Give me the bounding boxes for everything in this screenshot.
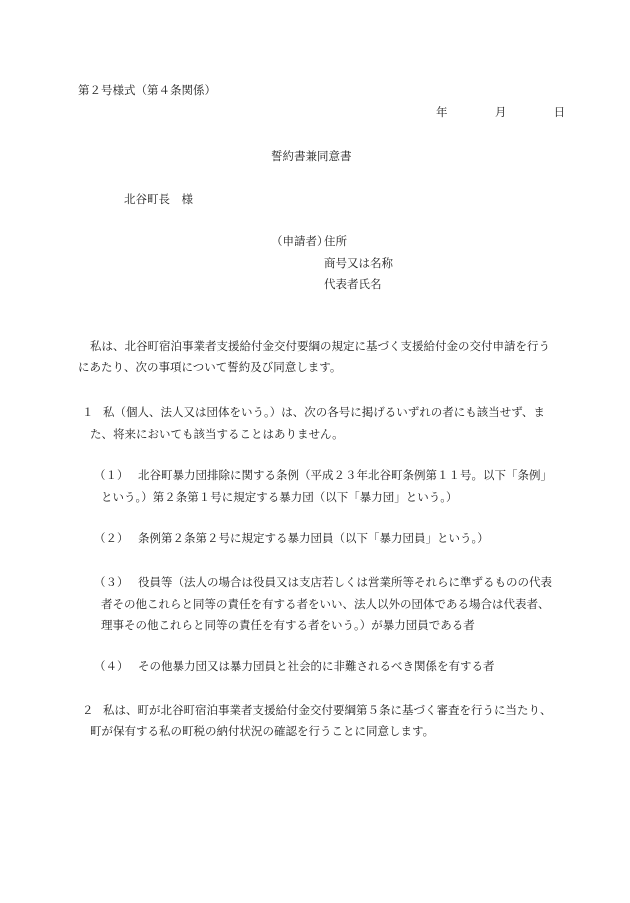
item-1-number: （１） <box>94 468 129 482</box>
document-title: 誓約書兼同意書 <box>271 149 352 163</box>
clause-2-line-2: 町が保有する私の町税の納付状況の確認を行うことに同意します。 <box>90 724 435 738</box>
applicant-business-name-label: 商号又は名称 <box>324 256 393 270</box>
intro-line-2: にあたり、次の事項について誓約及び同意します。 <box>78 360 342 374</box>
item-3-line-1: 役員等（法人の場合は役員又は支店若しくは営業所等それらに準ずるものの代表 <box>138 575 552 589</box>
clause-2-number: ２ <box>82 703 94 717</box>
date-row <box>436 104 565 120</box>
clause-1-line-1: 私（個人、法人又は団体をいう。）は、次の各号に掲げるいずれの者にも該当せず、ま <box>103 405 545 419</box>
clause-1-line-2: た、将来においても該当することはありません。 <box>90 427 344 441</box>
clause-2-line-1: 私は、町が北谷町宿泊事業者支援給付金交付要綱第５条に基づく審査を行うに当たり、 <box>103 703 552 717</box>
date-month-label: 月 <box>494 105 507 119</box>
item-1-line-1: 北谷町暴力団排除に関する条例（平成２３年北谷町条例第１１号。以下「条例」 <box>138 468 552 482</box>
intro-line-1: 私は、北谷町宿泊事業者支援給付金交付要綱の規定に基づく支援給付金の交付申請を行う <box>90 339 550 353</box>
item-3-line-2: 者その他これらと同等の責任を有する者をいい、法人以外の団体である場合は代表者、 <box>101 597 550 611</box>
item-4-line-1: その他暴力団又は暴力団員と社会的に非難されるべき関係を有する者 <box>138 659 495 673</box>
item-2-number: （２） <box>94 531 129 545</box>
applicant-representative-label: 代表者氏名 <box>324 277 382 291</box>
item-2-line-1: 条例第２条第２号に規定する暴力団員（以下「暴力団員」という。） <box>138 531 489 545</box>
item-4-number: （４） <box>94 659 129 673</box>
addressee: 北谷町長 様 <box>124 192 193 206</box>
applicant-address-label: 住所 <box>324 234 347 248</box>
item-1-line-2: という。）第２条第１号に規定する暴力団（以下「暴力団」という。） <box>101 490 458 504</box>
date-year-label: 年 <box>436 105 448 119</box>
form-label: 第２号様式（第４条関係） <box>78 83 216 97</box>
item-3-line-3: 理事その他これらと同等の責任を有する者をいう。）が暴力団員である者 <box>101 618 475 632</box>
clause-1-number: １ <box>82 405 94 419</box>
item-3-number: （３） <box>94 575 129 589</box>
applicant-label: （申請者） <box>271 234 329 248</box>
date-day-label: 日 <box>553 105 566 119</box>
